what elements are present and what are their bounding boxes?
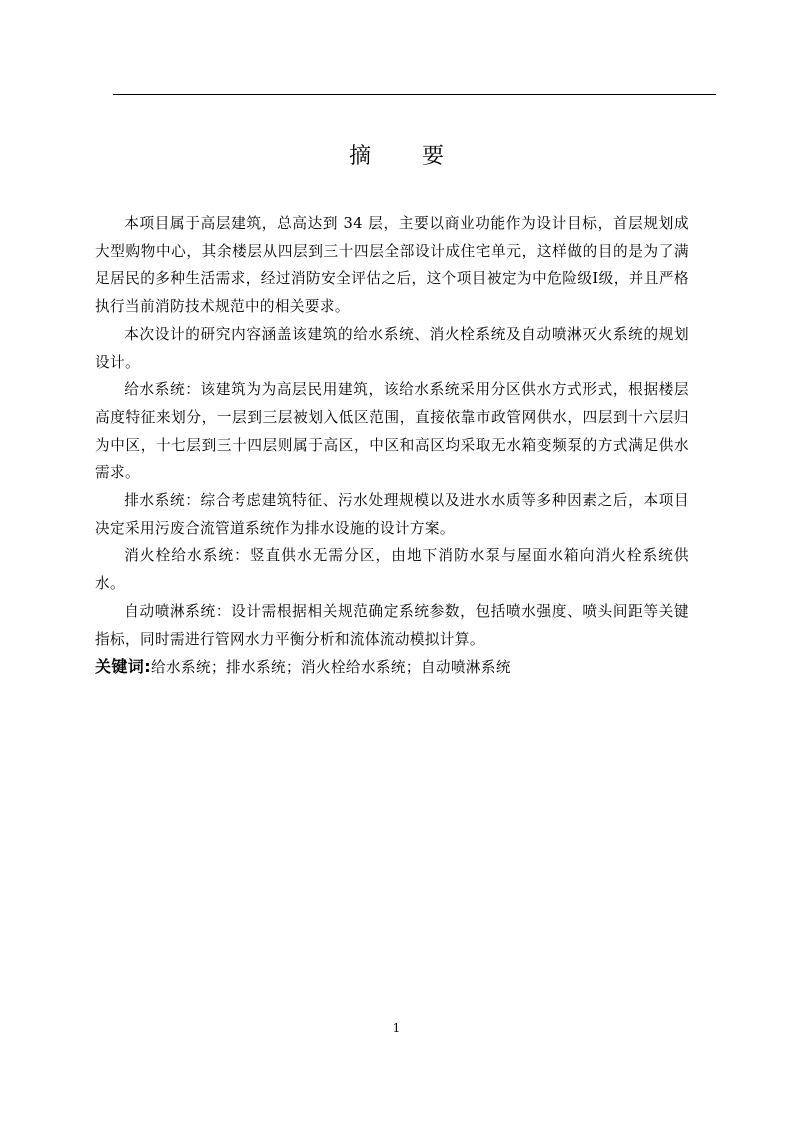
keywords-text: 给水系统；排水系统；消火栓给水系统；自动喷淋系统 bbox=[151, 659, 511, 677]
keywords-line bbox=[95, 653, 689, 682]
abstract-body bbox=[95, 210, 689, 682]
abstract-paragraph-overview: 本项目属于高层建筑，总高达到 34 层，主要以商业功能作为设计目标，首层规划成大型购物中心，其余楼层从四层到三十四层全部设计成住宅单元，这样做的目的是为了满足居民的多种生活需求，经过消防安全评估之后，这个项目被定为中危险级I级，并且严格执行当前消防技术规范中的相关要求。 bbox=[95, 215, 689, 316]
abstract-paragraph-drainage: 排水系统：综合考虑建筑特征、污水处理规模以及进水水质等多种因素之后，本项目决定采用污废合流管道系统作为排水设施的设计方案。 bbox=[95, 492, 689, 537]
page-number: 1 bbox=[392, 1021, 401, 1035]
abstract-paragraph-sprinkler: 自动喷淋系统：设计需根据相关规范确定系统参数，包括喷水强度、喷头间距等关键指标，同时需进行管网水力平衡分析和流体流动模拟计算。 bbox=[95, 602, 689, 648]
keywords-label: 关键词: bbox=[95, 657, 151, 677]
header-rule bbox=[113, 94, 716, 95]
abstract-paragraph-water-supply: 给水系统：该建筑为为高层民用建筑，该给水系统采用分区供水方式形式，根据楼层高度特征来划分，一层到三层被划入低区范围，直接依靠市政管网供水，四层到十六层归为中区，十七层到三十四层则属于高区，中区和高区均采取无水箱变频泵的方式满足供水需求。 bbox=[95, 381, 689, 482]
abstract-paragraph-hydrant: 消火栓给水系统：竖直供水无需分区，由地下消防水泵与屋面水箱向消火栓系统供水。 bbox=[95, 547, 689, 593]
page-title: 摘 要 bbox=[349, 144, 466, 169]
abstract-paragraph-scope: 本次设计的研究内容涵盖该建筑的给水系统、消火栓系统及自动喷淋灭火系统的规划设计。 bbox=[95, 325, 689, 371]
